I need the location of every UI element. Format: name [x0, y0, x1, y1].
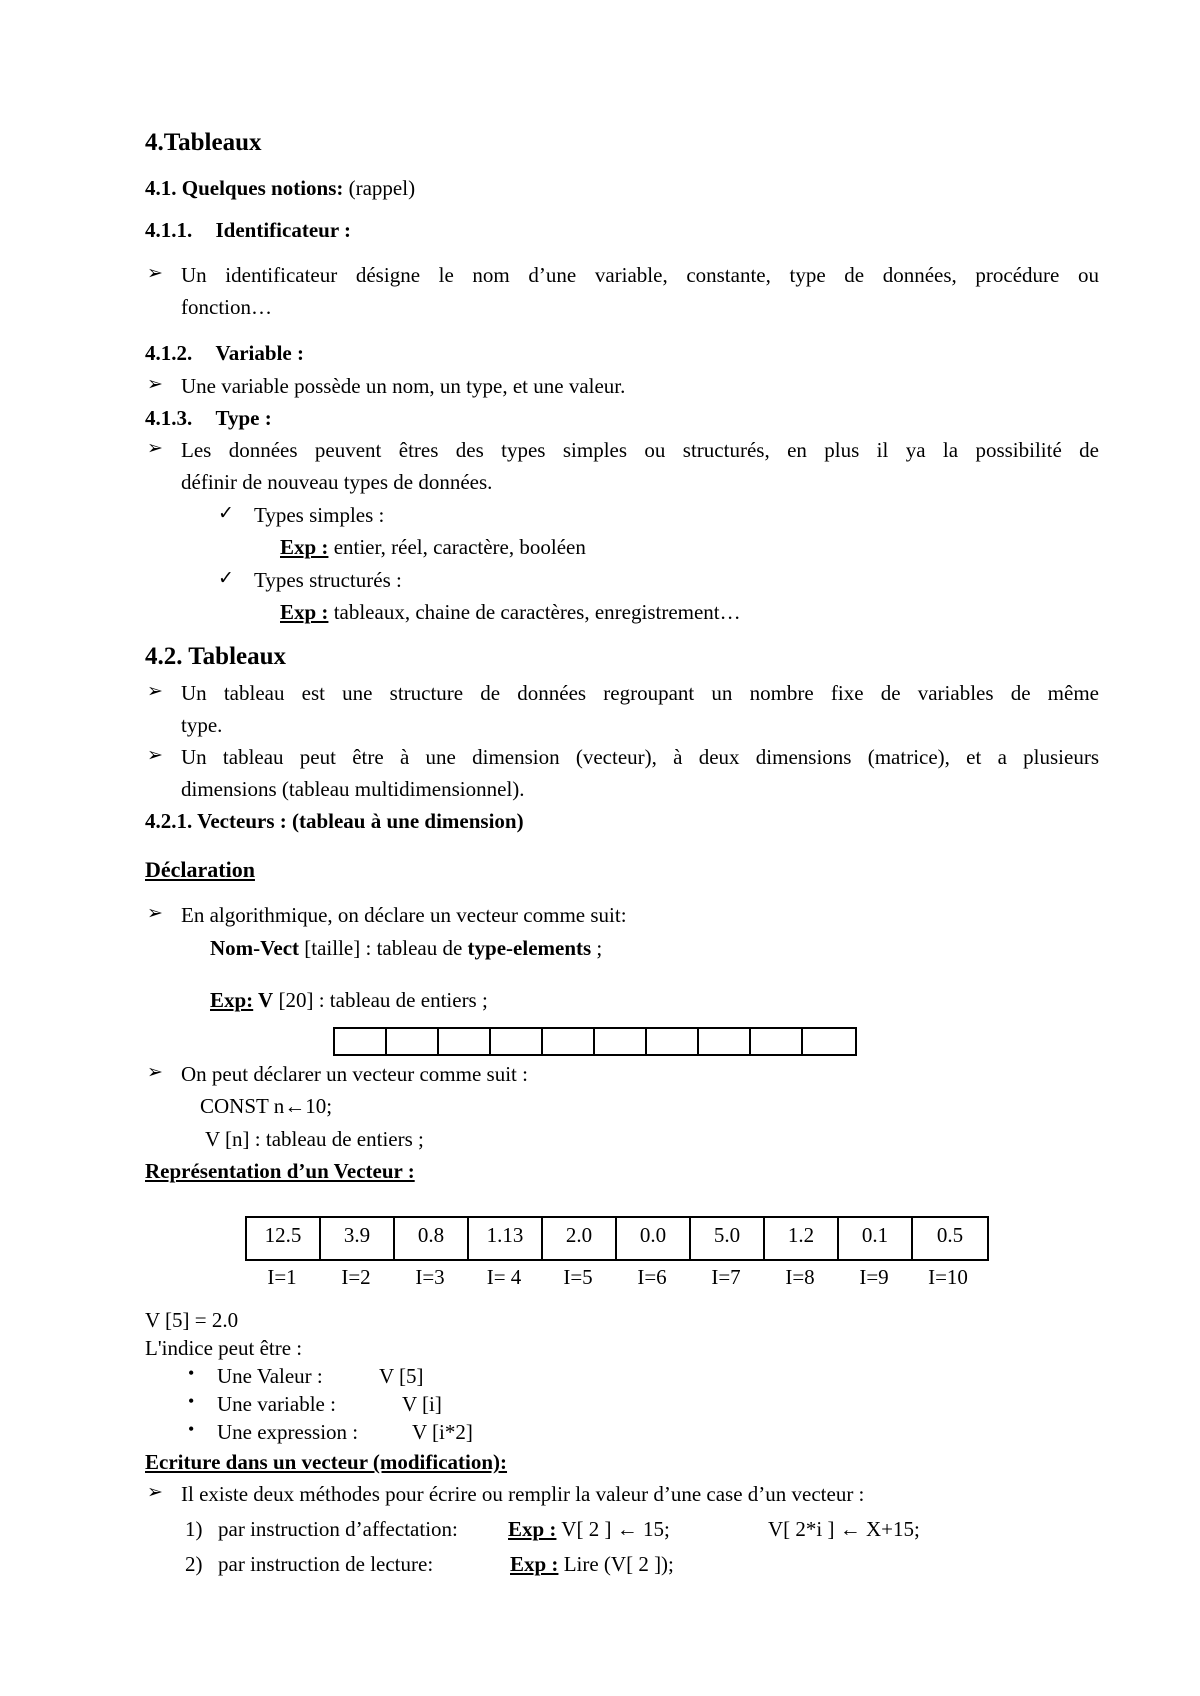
- section-4-1-3-label: Type :: [215, 406, 272, 430]
- vector-cell: 0.5: [936, 1223, 964, 1247]
- vector-cell: 3.9: [321, 1218, 395, 1259]
- vector-index: I= 4: [486, 1265, 522, 1289]
- vn-line: V [n] : tableau de entiers ;: [205, 1127, 424, 1151]
- vector-cell: 1.2: [765, 1218, 839, 1259]
- dot-bullet-icon: •: [188, 1419, 195, 1439]
- method-2-text: par instruction de lecture:: [218, 1552, 434, 1576]
- vector-index: I=7: [711, 1265, 741, 1289]
- syntax-middle: [taille] : tableau de: [299, 936, 468, 960]
- exp-label: Exp :: [280, 600, 329, 624]
- section-4-1-1-label: Identificateur :: [215, 218, 352, 242]
- exp-label: Exp :: [280, 535, 329, 559]
- empty-vector-cell: [335, 1029, 387, 1054]
- empty-vector-cell: [543, 1029, 595, 1054]
- section-4-2-heading: 4.2. Tableaux: [145, 643, 287, 670]
- dot-bullet-icon: •: [188, 1363, 195, 1383]
- empty-vector-cell: [803, 1029, 855, 1054]
- method-1-text: par instruction d’affectation:: [218, 1517, 458, 1541]
- indice-item-expression: [217, 1419, 473, 1445]
- vector-index: I=6: [637, 1265, 667, 1289]
- section-4-1-rest: (rappel): [343, 176, 416, 200]
- vector-index: I=5: [563, 1265, 593, 1289]
- method-1-example: [508, 1516, 670, 1542]
- section-4-1-3-heading: [145, 405, 272, 431]
- declaration-bullet-2: On peut déclarer un vecteur comme suit :: [181, 1062, 528, 1086]
- arrow-bullet-icon: ➢: [147, 1062, 163, 1083]
- indice-item-label: Une Valeur :: [217, 1364, 323, 1388]
- types-simples-example: [280, 534, 586, 560]
- declaration-heading: Déclaration: [145, 857, 255, 882]
- arrow-bullet-icon: ➢: [147, 438, 163, 459]
- ecriture-heading: Ecriture dans un vecteur (modification):: [145, 1450, 508, 1474]
- representation-heading: Représentation d’un Vecteur :: [145, 1159, 415, 1183]
- vector-index: I=1: [267, 1265, 297, 1289]
- checkmark-icon: ✓: [218, 568, 234, 589]
- checkmark-icon: ✓: [218, 503, 234, 524]
- indice-item-example: V [5]: [379, 1364, 424, 1388]
- empty-vector-cell: [647, 1029, 699, 1054]
- section-4-1-3-number: 4.1.3.: [145, 406, 193, 430]
- arrow-bullet-icon: ➢: [147, 1482, 163, 1503]
- types-structures-example-text: tableaux, chaine de caractères, enregistrement…: [328, 600, 741, 624]
- dot-bullet-icon: •: [188, 1391, 195, 1411]
- indice-intro: L'indice peut être :: [145, 1336, 303, 1360]
- vector-index: I=3: [415, 1265, 445, 1289]
- vector-cell: 5.0: [691, 1218, 765, 1259]
- empty-vector-illustration: [333, 1027, 857, 1056]
- vector-cell: 12.5: [247, 1218, 321, 1259]
- arrow-bullet-icon: ➢: [147, 374, 163, 395]
- empty-vector-cell: [387, 1029, 439, 1054]
- indice-item-valeur: [217, 1363, 424, 1389]
- vector-index: I=8: [785, 1265, 815, 1289]
- empty-vector-cell: [439, 1029, 491, 1054]
- method-1-example-a: V[ 2 ] ← 15;: [556, 1517, 670, 1541]
- method-1-example-b: V[ 2*i ] ← X+15;: [768, 1517, 920, 1541]
- identificateur-text-line2: fonction…: [181, 295, 272, 319]
- method-1: [185, 1516, 920, 1542]
- vector-cell: 0.1: [839, 1218, 913, 1259]
- types-structures-label: Types structurés :: [254, 568, 402, 592]
- empty-vector-cell: [699, 1029, 751, 1054]
- value-vector-table: [245, 1216, 989, 1261]
- example-rest: [20] : tableau de entiers ;: [273, 988, 488, 1012]
- exp-label: Exp :: [510, 1552, 559, 1576]
- vector-index: I=9: [859, 1265, 889, 1289]
- types-simples-label: Types simples :: [254, 503, 385, 527]
- vector-cell: 1.13: [469, 1218, 543, 1259]
- tableau-dims-line1: Un tableau peut être à une dimension (vecteur), à deux dimensions (matrice), et a plusieurs: [181, 745, 1099, 769]
- section-4-1-number: 4.1. Quelques notions:: [145, 176, 344, 200]
- section-4-1-2-heading: [145, 340, 304, 366]
- type-text-line2: définir de nouveau types de données.: [181, 470, 493, 494]
- method-2-example-a: Lire (V[ 2 ]);: [558, 1552, 674, 1576]
- example-var: V: [253, 988, 274, 1012]
- arrow-bullet-icon: ➢: [147, 681, 163, 702]
- const-line: CONST n←10;: [200, 1094, 333, 1118]
- section-4-1-1-number: 4.1.1.: [145, 218, 193, 242]
- identificateur-text-line1: Un identificateur désigne le nom d’une variable, constante, type de données, procédure ou: [181, 263, 1099, 287]
- tableau-def-line2: type.: [181, 713, 223, 737]
- exp-label: Exp :: [508, 1517, 557, 1541]
- empty-vector-cell: [751, 1029, 803, 1054]
- variable-text: Une variable possède un nom, un type, et une valeur.: [181, 374, 626, 398]
- indice-item-label: Une variable :: [217, 1392, 336, 1416]
- arrow-bullet-icon: ➢: [147, 903, 163, 924]
- declaration-syntax: [210, 935, 602, 961]
- indice-item-example: V [i]: [402, 1392, 442, 1416]
- exp-label: Exp:: [210, 988, 254, 1012]
- method-1-number: 1): [185, 1517, 203, 1541]
- section-4-1-heading: [145, 175, 415, 201]
- indice-item-label: Une expression :: [217, 1420, 359, 1444]
- vector-index: I=2: [341, 1265, 371, 1289]
- section-4-1-2-label: Variable :: [215, 341, 304, 365]
- vector-cell: 2.0: [543, 1218, 617, 1259]
- indice-item-example: V [i*2]: [412, 1420, 473, 1444]
- type-text-line1: Les données peuvent êtres des types simples ou structurés, en plus il ya la possibilité de: [181, 438, 1099, 462]
- v5-example: V [5] = 2.0: [145, 1308, 239, 1332]
- section-4-1-1-heading: [145, 217, 351, 243]
- vector-cell: 0.8: [395, 1218, 469, 1259]
- vector-index: I=10: [928, 1265, 968, 1289]
- empty-vector-cell: [595, 1029, 647, 1054]
- indice-item-variable: [217, 1391, 442, 1417]
- syntax-type: type-elements: [467, 936, 592, 960]
- vector-index-row: [245, 1264, 985, 1290]
- section-4-1-2-number: 4.1.2.: [145, 341, 193, 365]
- empty-vector-cell: [491, 1029, 543, 1054]
- syntax-name: Nom-Vect: [210, 936, 300, 960]
- tableau-def-line1: Un tableau est une structure de données regroupant un nombre fixe de variables de même: [181, 681, 1099, 705]
- arrow-bullet-icon: ➢: [147, 745, 163, 766]
- declaration-bullet-1: En algorithmique, on déclare un vecteur comme suit:: [181, 903, 627, 927]
- page-title: 4.Tableaux: [145, 129, 262, 156]
- arrow-bullet-icon: ➢: [147, 263, 163, 284]
- method-2-number: 2): [185, 1552, 203, 1576]
- tableau-dims-line2: dimensions (tableau multidimensionnel).: [181, 777, 525, 801]
- ecriture-bullet: Il existe deux méthodes pour écrire ou remplir la valeur d’une case d’un vecteur :: [181, 1482, 865, 1506]
- syntax-end: ;: [591, 936, 603, 960]
- vector-cell: 0.0: [617, 1218, 691, 1259]
- types-simples-example-text: entier, réel, caractère, booléen: [328, 535, 586, 559]
- section-4-2-1-heading: 4.2.1. Vecteurs : (tableau à une dimension): [145, 809, 524, 833]
- types-structures-example: [280, 599, 741, 625]
- method-2: [185, 1551, 674, 1577]
- method-2-example: [510, 1551, 674, 1577]
- declaration-example: [210, 987, 488, 1013]
